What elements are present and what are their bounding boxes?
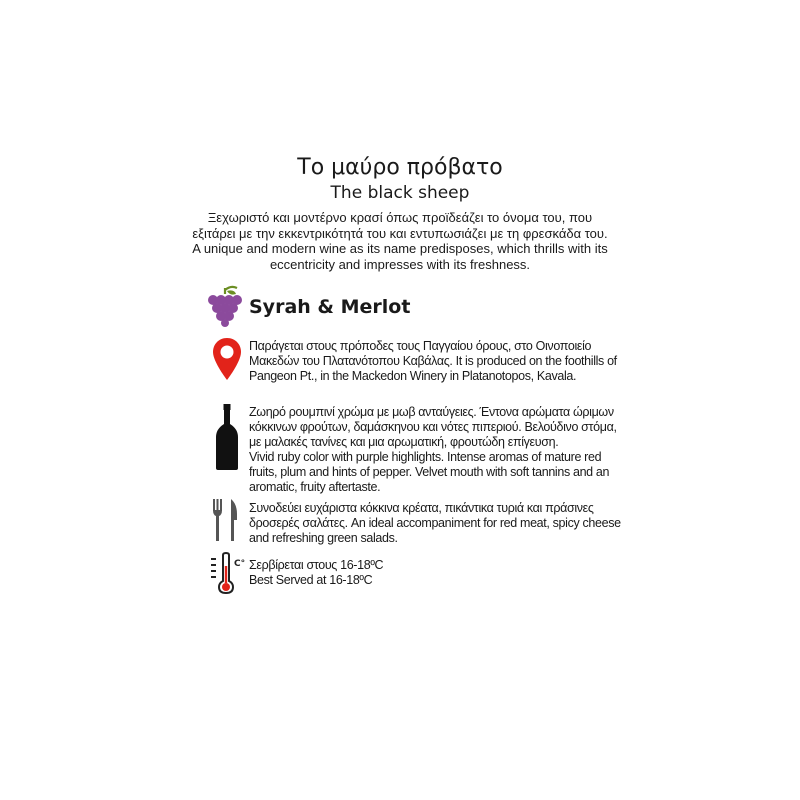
fork-knife-icon [212,498,238,542]
tasting-line: με μαλακές τανίνες και μια αρωματική, φρουτώδη επίγευση. [249,435,559,449]
thermometer-icon [210,552,246,594]
origin-line: Μακεδών του Πλατανότοπου Καβάλας. It is produced on the foothills of [249,354,617,368]
origin-text [249,339,617,384]
tasting-line: Vivid ruby color with purple highlights. Intense aromas of mature red [249,450,602,464]
title-english: The black sheep [330,183,470,203]
pairing-line: and refreshing green salads. [249,531,398,545]
pairing-text [249,501,621,546]
tasting-text [249,405,617,495]
tasting-line: κόκκινων φρούτων, δαμάσκηνου και νότες πιπεριού. Βελούδινο στόμα, [249,420,617,434]
grape-variety: Syrah & Merlot [249,296,411,318]
serving-line: Best Served at 16-18ºC [249,573,373,587]
title-greek: Το μαύρο πρόβατο [297,155,503,180]
pairing-line: Συνοδεύει ευχάριστα κόκκινα κρέατα, πικάντικα τυριά και πράσινες [249,501,594,515]
intro-text [190,210,610,272]
wine-bottle-icon [215,404,239,470]
unit-label: C° [234,559,246,569]
serving-line: Σερβίρεται στους 16-18ºC [249,558,384,572]
tasting-line: Ζωηρό ρουμπινί χρώμα με μωβ ανταύγειες. Έντονα αρώματα ώριμων [249,405,614,419]
intro-line: Ξεχωριστό και μοντέρνο κρασί όπως προϊδεάζει το όνομα του, που [207,210,593,225]
origin-line: Παράγεται στους πρόποδες τους Παγγαίου όρους, στο Οινοποιείο [249,339,592,353]
pairing-line: δροσερές σαλάτες. An ideal accompaniment for red meat, spicy cheese [249,516,621,530]
location-pin-icon [212,337,242,381]
tasting-line: aromatic, fruity aftertaste. [249,480,381,494]
origin-line: Pangeon Pt., in the Mackedon Winery in Platanotopos, Kavala. [249,369,577,383]
intro-line: εξιτάρει με την εκκεντρικότητά του και εντυπωσιάζει με τη φρεσκάδα του. [192,225,608,241]
tasting-line: fruits, plum and hints of pepper. Velvet mouth with soft tannins and an [249,465,610,479]
intro-line: A unique and modern wine as its name predisposes, which thrills with its [192,241,608,256]
grape-icon [207,285,243,327]
serving-text [249,558,383,588]
intro-line: eccentricity and impresses with its freshness. [269,256,531,272]
